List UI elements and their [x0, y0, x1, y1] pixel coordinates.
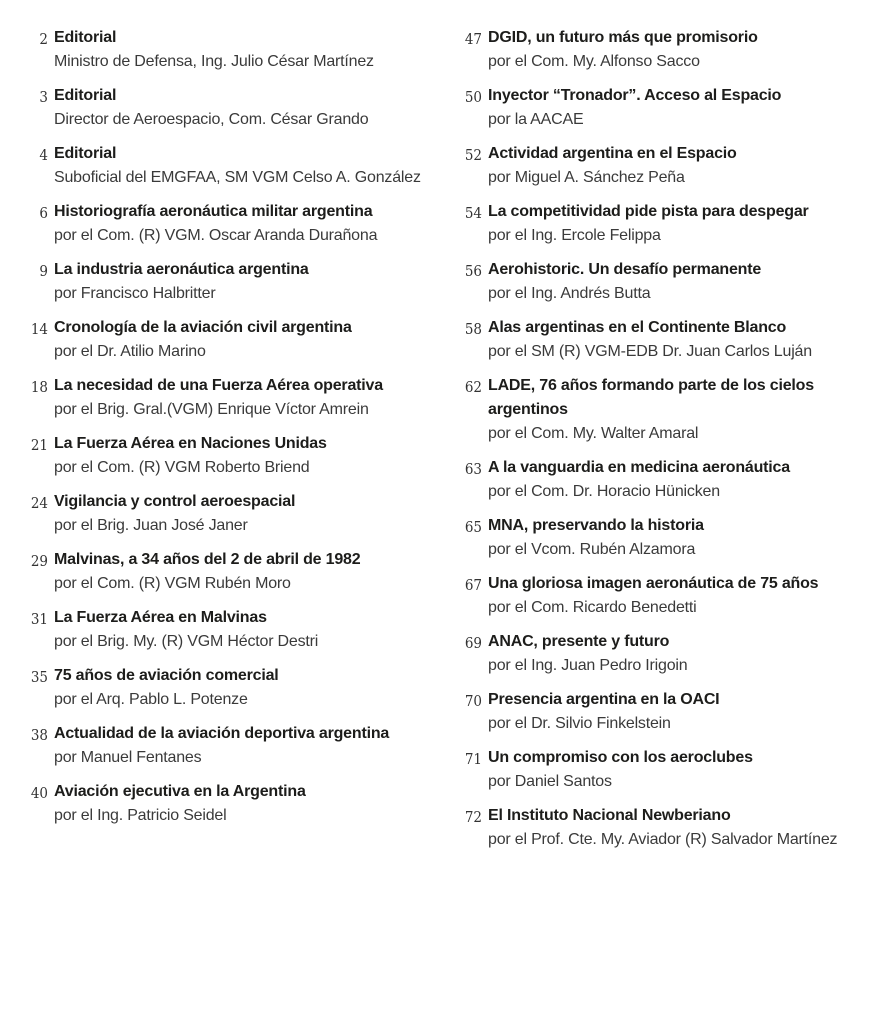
toc-article-author: por el SM (R) VGM-EDB Dr. Juan Carlos Luján	[488, 343, 812, 360]
toc-article-author: por el Ing. Ercole Felippa	[488, 227, 661, 244]
toc-page-number: 63	[464, 460, 482, 478]
toc-entry[interactable]	[14, 374, 434, 422]
toc-page-number: 24	[30, 494, 48, 512]
toc-entry-text	[54, 200, 434, 248]
toc-entry[interactable]	[14, 780, 434, 828]
toc-article-author: por el Ing. Patricio Seidel	[54, 807, 227, 824]
toc-entry[interactable]	[448, 572, 880, 620]
toc-article-title: Vigilancia y control aeroespacial	[54, 493, 296, 510]
toc-page-number: 67	[464, 576, 482, 594]
toc-article-author: por el Ing. Juan Pedro Irigoin	[488, 657, 688, 674]
toc-entry-text	[488, 804, 880, 852]
toc-entry[interactable]	[14, 200, 434, 248]
toc-page-number: 72	[464, 808, 482, 826]
toc-entry[interactable]	[14, 548, 434, 596]
toc-article-title: ANAC, presente y futuro	[488, 633, 670, 650]
toc-entry-text	[488, 688, 880, 736]
toc-entry-text	[54, 374, 434, 422]
toc-column-right	[448, 26, 880, 862]
toc-entry-text	[54, 606, 434, 654]
toc-entry-text	[488, 514, 880, 562]
toc-article-author: por la AACAE	[488, 111, 584, 128]
toc-entry-text	[488, 630, 880, 678]
toc-page-number: 69	[464, 634, 482, 652]
toc-article-author: por Daniel Santos	[488, 773, 612, 790]
toc-article-title: MNA, preservando la historia	[488, 517, 704, 534]
toc-article-author: Director de Aeroespacio, Com. César Grando	[54, 111, 369, 128]
toc-article-title: Una gloriosa imagen aeronáutica de 75 años	[488, 575, 819, 592]
toc-article-title: Historiografía aeronáutica militar argentina	[54, 203, 373, 220]
toc-entry-text	[488, 84, 880, 132]
toc-entry-text	[488, 746, 880, 794]
toc-entry-text	[54, 432, 434, 480]
toc-entry[interactable]	[14, 664, 434, 712]
toc-entry-text	[54, 84, 434, 132]
toc-article-author: por el Dr. Atilio Marino	[54, 343, 206, 360]
toc-page-number: 47	[464, 30, 482, 48]
toc-page-number: 4	[39, 146, 48, 164]
toc-entry-text	[488, 316, 880, 364]
toc-page-number: 70	[464, 692, 482, 710]
toc-page-number: 18	[30, 378, 48, 396]
toc-article-title: La competitividad pide pista para despegar	[488, 203, 809, 220]
toc-entry[interactable]	[448, 688, 880, 736]
toc-entry[interactable]	[14, 142, 434, 190]
toc-entry[interactable]	[448, 142, 880, 190]
toc-entry[interactable]	[14, 490, 434, 538]
toc-page-number: 54	[464, 204, 482, 222]
toc-entry-text	[54, 722, 434, 770]
toc-article-author: por el Com. (R) VGM Roberto Briend	[54, 459, 310, 476]
toc-entry-text	[488, 374, 880, 446]
toc-entry[interactable]	[448, 374, 880, 446]
toc-article-author: por el Vcom. Rubén Alzamora	[488, 541, 696, 558]
toc-article-author: por el Com. Dr. Horacio Hünicken	[488, 483, 720, 500]
toc-entry-text	[54, 316, 434, 364]
toc-article-title: Actualidad de la aviación deportiva argentina	[54, 725, 390, 742]
toc-entry[interactable]	[448, 316, 880, 364]
toc-article-author: por Francisco Halbritter	[54, 285, 216, 302]
toc-article-title: La necesidad de una Fuerza Aérea operativa	[54, 377, 383, 394]
toc-page-number: 56	[464, 262, 482, 280]
toc-page-number: 21	[30, 436, 48, 454]
toc-entry[interactable]	[448, 258, 880, 306]
toc-entry-text	[54, 780, 434, 828]
toc-entry-text	[488, 258, 880, 306]
toc-article-author: por el Brig. My. (R) VGM Héctor Destri	[54, 633, 319, 650]
toc-entry[interactable]	[448, 84, 880, 132]
toc-entry[interactable]	[448, 26, 880, 74]
toc-article-title: Editorial	[54, 87, 117, 104]
toc-article-author: por el Brig. Juan José Janer	[54, 517, 248, 534]
toc-page-number: 6	[39, 204, 48, 222]
toc-page-number: 71	[464, 750, 482, 768]
toc-article-title: La industria aeronáutica argentina	[54, 261, 309, 278]
toc-page-number: 58	[464, 320, 482, 338]
toc-entry[interactable]	[448, 514, 880, 562]
toc-article-author: por el Ing. Andrés Butta	[488, 285, 651, 302]
toc-article-title: El Instituto Nacional Newberiano	[488, 807, 731, 824]
toc-entry-text	[54, 142, 434, 190]
toc-page-number: 31	[30, 610, 48, 628]
toc-article-title: Alas argentinas en el Continente Blanco	[488, 319, 787, 336]
toc-entry-text	[54, 664, 434, 712]
toc-page-number: 50	[464, 88, 482, 106]
toc-page-number: 35	[30, 668, 48, 686]
toc-entry-text	[488, 142, 880, 190]
toc-page-number: 38	[30, 726, 48, 744]
toc-article-author: Ministro de Defensa, Ing. Julio César Martínez	[54, 53, 374, 70]
toc-article-author: por el Arq. Pablo L. Potenze	[54, 691, 248, 708]
toc-article-title: Editorial	[54, 29, 117, 46]
toc-article-author: por Miguel A. Sánchez Peña	[488, 169, 685, 186]
toc-entry-text	[54, 548, 434, 596]
toc-entry-text	[54, 490, 434, 538]
toc-page-number: 3	[39, 88, 48, 106]
toc-article-title: DGID, un futuro más que promisorio	[488, 29, 758, 46]
toc-entry[interactable]	[14, 316, 434, 364]
toc-article-title: Aerohistoric. Un desafío permanente	[488, 261, 762, 278]
toc-article-title: 75 años de aviación comercial	[54, 667, 279, 684]
toc-entry[interactable]	[14, 26, 434, 74]
toc-page-number: 2	[39, 30, 48, 48]
toc-entry[interactable]	[448, 200, 880, 248]
toc-article-title: Editorial	[54, 145, 117, 162]
toc-entry-text	[54, 258, 434, 306]
toc-article-title: La Fuerza Aérea en Naciones Unidas	[54, 435, 327, 452]
toc-page-number: 52	[464, 146, 482, 164]
toc-article-author: por Manuel Fentanes	[54, 749, 202, 766]
toc-article-title: Un compromiso con los aeroclubes	[488, 749, 753, 766]
toc-entry-text	[488, 456, 880, 504]
toc-article-title: Inyector “Tronador”. Acceso al Espacio	[488, 87, 782, 104]
toc-page-number: 14	[30, 320, 48, 338]
toc-entry[interactable]	[448, 630, 880, 678]
toc-article-title: Aviación ejecutiva en la Argentina	[54, 783, 306, 800]
toc-article-title: A la vanguardia en medicina aeronáutica	[488, 459, 790, 476]
toc-page-number: 40	[30, 784, 48, 802]
toc-article-title: Cronología de la aviación civil argentina	[54, 319, 352, 336]
toc-entry-text	[488, 572, 880, 620]
toc-article-author: por el Com. My. Walter Amaral	[488, 425, 699, 442]
toc-page-number: 9	[39, 262, 48, 280]
toc-page-number: 62	[464, 378, 482, 396]
toc-article-title: Actividad argentina en el Espacio	[488, 145, 737, 162]
toc-entry[interactable]	[14, 258, 434, 306]
toc-entry[interactable]	[448, 804, 880, 852]
toc-entry-text	[488, 200, 880, 248]
toc-entry[interactable]	[14, 722, 434, 770]
toc-article-author: Suboficial del EMGFAA, SM VGM Celso A. González	[54, 169, 421, 186]
toc-entry[interactable]	[14, 606, 434, 654]
toc-entry[interactable]	[14, 84, 434, 132]
toc-article-author: por el Com. (R) VGM Rubén Moro	[54, 575, 291, 592]
toc-page-number: 29	[30, 552, 48, 570]
toc-article-author: por el Com. (R) VGM. Oscar Aranda Durañona	[54, 227, 378, 244]
toc-entry[interactable]	[14, 432, 434, 480]
toc-article-author: por el Prof. Cte. My. Aviador (R) Salvador Martínez	[488, 831, 838, 848]
toc-page-number: 65	[464, 518, 482, 536]
toc-article-author: por el Com. My. Alfonso Sacco	[488, 53, 700, 70]
toc-article-author: por el Brig. Gral.(VGM) Enrique Víctor Amrein	[54, 401, 369, 418]
toc-entry[interactable]	[448, 456, 880, 504]
toc-article-title: La Fuerza Aérea en Malvinas	[54, 609, 267, 626]
toc-article-title: Presencia argentina en la OACI	[488, 691, 720, 708]
toc-entry[interactable]	[448, 746, 880, 794]
toc-entry-text	[488, 26, 880, 74]
toc-entry-text	[54, 26, 434, 74]
toc-article-author: por el Dr. Silvio Finkelstein	[488, 715, 671, 732]
toc-article-author: por el Com. Ricardo Benedetti	[488, 599, 697, 616]
toc-article-title: LADE, 76 años formando parte de los cielos argentinos	[488, 377, 814, 418]
toc-column-left	[14, 26, 434, 838]
toc-article-title: Malvinas, a 34 años del 2 de abril de 1982	[54, 551, 361, 568]
